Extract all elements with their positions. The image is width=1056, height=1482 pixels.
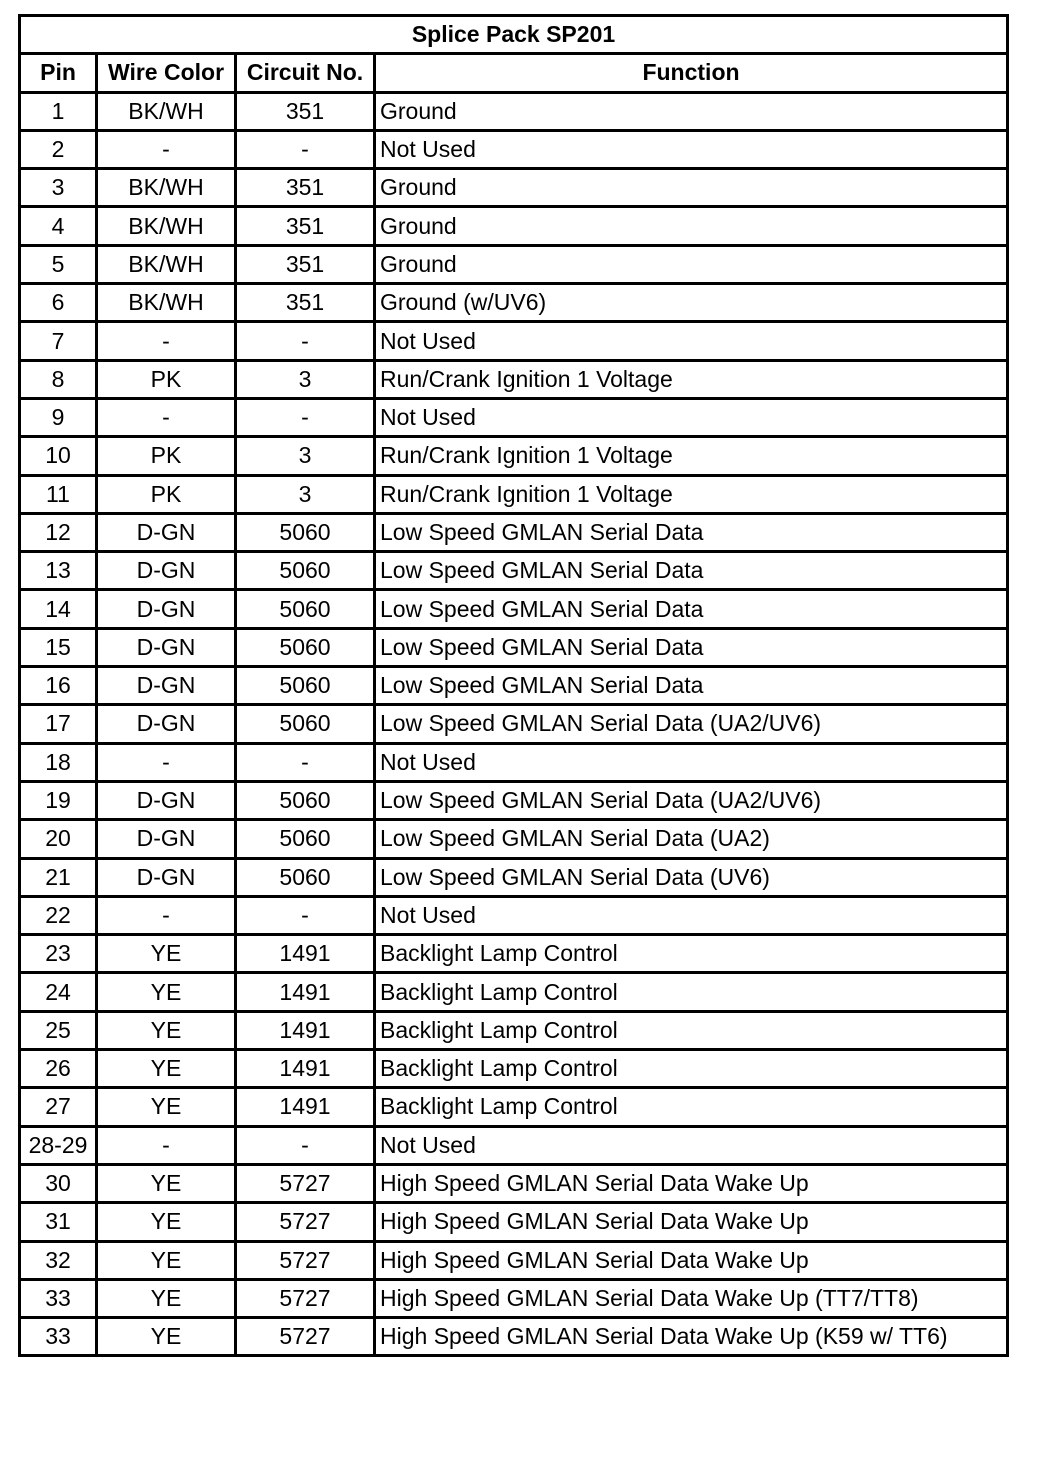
table-row	[20, 437, 1008, 475]
wire-color-cell: D-GN	[97, 628, 236, 666]
function-cell: Ground	[375, 207, 1008, 245]
table-row	[20, 475, 1008, 513]
table-row	[20, 398, 1008, 436]
wire-color-cell: PK	[97, 475, 236, 513]
circuit-no-cell: 5727	[236, 1318, 375, 1356]
table-row	[20, 973, 1008, 1011]
wire-color-cell: -	[97, 130, 236, 168]
header-row	[20, 54, 1008, 92]
circuit-no-cell: 5060	[236, 552, 375, 590]
function-cell: High Speed GMLAN Serial Data Wake Up (K59 w/ TT6)	[375, 1318, 1008, 1356]
pin-cell: 27	[20, 1088, 97, 1126]
function-cell: Run/Crank Ignition 1 Voltage	[375, 360, 1008, 398]
table-row	[20, 130, 1008, 168]
wire-color-cell: PK	[97, 437, 236, 475]
wire-color-cell: YE	[97, 973, 236, 1011]
function-cell: Low Speed GMLAN Serial Data (UA2/UV6)	[375, 781, 1008, 819]
pin-cell: 17	[20, 705, 97, 743]
pin-cell: 6	[20, 284, 97, 322]
pin-cell: 1	[20, 92, 97, 130]
table-row	[20, 207, 1008, 245]
table-row	[20, 513, 1008, 551]
circuit-no-cell: 351	[236, 245, 375, 283]
table-row	[20, 896, 1008, 934]
table-row	[20, 1088, 1008, 1126]
circuit-no-cell: 3	[236, 360, 375, 398]
table-row	[20, 360, 1008, 398]
circuit-no-cell: 351	[236, 207, 375, 245]
wire-color-cell: PK	[97, 360, 236, 398]
pin-cell: 7	[20, 322, 97, 360]
table-row	[20, 743, 1008, 781]
splice-pack-table-container	[18, 14, 1006, 1357]
circuit-no-cell: 1491	[236, 1050, 375, 1088]
circuit-no-cell: 5060	[236, 628, 375, 666]
pin-cell: 9	[20, 398, 97, 436]
function-cell: Ground	[375, 169, 1008, 207]
wire-color-cell: BK/WH	[97, 169, 236, 207]
table-title: Splice Pack SP201	[20, 16, 1008, 54]
header-wire-color: Wire Color	[97, 54, 236, 92]
wire-color-cell: YE	[97, 935, 236, 973]
circuit-no-cell: 5060	[236, 705, 375, 743]
wire-color-cell: D-GN	[97, 552, 236, 590]
pin-cell: 30	[20, 1164, 97, 1202]
circuit-no-cell: 5060	[236, 858, 375, 896]
pin-cell: 28-29	[20, 1126, 97, 1164]
wire-color-cell: D-GN	[97, 858, 236, 896]
table-row	[20, 1279, 1008, 1317]
pin-cell: 32	[20, 1241, 97, 1279]
circuit-no-cell: 1491	[236, 1088, 375, 1126]
function-cell: Run/Crank Ignition 1 Voltage	[375, 437, 1008, 475]
function-cell: Low Speed GMLAN Serial Data	[375, 552, 1008, 590]
function-cell: Backlight Lamp Control	[375, 935, 1008, 973]
wire-color-cell: -	[97, 896, 236, 934]
wire-color-cell: BK/WH	[97, 207, 236, 245]
pin-cell: 26	[20, 1050, 97, 1088]
header-function: Function	[375, 54, 1008, 92]
table-row	[20, 1011, 1008, 1049]
function-cell: Low Speed GMLAN Serial Data	[375, 590, 1008, 628]
function-cell: Low Speed GMLAN Serial Data (UA2/UV6)	[375, 705, 1008, 743]
circuit-no-cell: 5727	[236, 1203, 375, 1241]
pin-cell: 31	[20, 1203, 97, 1241]
circuit-no-cell: 5727	[236, 1279, 375, 1317]
wire-color-cell: -	[97, 1126, 236, 1164]
pin-cell: 24	[20, 973, 97, 1011]
pin-cell: 20	[20, 820, 97, 858]
table-row	[20, 245, 1008, 283]
function-cell: Ground (w/UV6)	[375, 284, 1008, 322]
table-row	[20, 820, 1008, 858]
circuit-no-cell: -	[236, 322, 375, 360]
circuit-no-cell: 5060	[236, 513, 375, 551]
table-row	[20, 92, 1008, 130]
table-row	[20, 1241, 1008, 1279]
function-cell: Backlight Lamp Control	[375, 1050, 1008, 1088]
pin-cell: 8	[20, 360, 97, 398]
function-cell: Low Speed GMLAN Serial Data	[375, 628, 1008, 666]
pin-cell: 13	[20, 552, 97, 590]
function-cell: Not Used	[375, 398, 1008, 436]
wire-color-cell: YE	[97, 1241, 236, 1279]
circuit-no-cell: 5060	[236, 781, 375, 819]
function-cell: Low Speed GMLAN Serial Data	[375, 513, 1008, 551]
wire-color-cell: YE	[97, 1164, 236, 1202]
wire-color-cell: YE	[97, 1318, 236, 1356]
wire-color-cell: YE	[97, 1050, 236, 1088]
function-cell: High Speed GMLAN Serial Data Wake Up (TT7/TT8)	[375, 1279, 1008, 1317]
circuit-no-cell: 1491	[236, 973, 375, 1011]
pin-cell: 33	[20, 1279, 97, 1317]
circuit-no-cell: -	[236, 1126, 375, 1164]
circuit-no-cell: 351	[236, 169, 375, 207]
circuit-no-cell: 351	[236, 92, 375, 130]
pin-cell: 18	[20, 743, 97, 781]
wire-color-cell: YE	[97, 1088, 236, 1126]
wire-color-cell: D-GN	[97, 667, 236, 705]
wire-color-cell: -	[97, 322, 236, 360]
pin-cell: 21	[20, 858, 97, 896]
table-row	[20, 1164, 1008, 1202]
function-cell: Not Used	[375, 743, 1008, 781]
circuit-no-cell: 351	[236, 284, 375, 322]
pin-cell: 16	[20, 667, 97, 705]
header-pin: Pin	[20, 54, 97, 92]
pin-cell: 2	[20, 130, 97, 168]
pin-cell: 5	[20, 245, 97, 283]
table-row	[20, 590, 1008, 628]
function-cell: Low Speed GMLAN Serial Data (UA2)	[375, 820, 1008, 858]
circuit-no-cell: -	[236, 398, 375, 436]
function-cell: Not Used	[375, 130, 1008, 168]
wire-color-cell: YE	[97, 1203, 236, 1241]
circuit-no-cell: 5060	[236, 820, 375, 858]
circuit-no-cell: 5060	[236, 590, 375, 628]
wire-color-cell: D-GN	[97, 590, 236, 628]
pin-cell: 15	[20, 628, 97, 666]
pin-cell: 3	[20, 169, 97, 207]
splice-pack-table	[18, 14, 1009, 1357]
wire-color-cell: -	[97, 398, 236, 436]
wire-color-cell: -	[97, 743, 236, 781]
circuit-no-cell: 1491	[236, 1011, 375, 1049]
pin-cell: 23	[20, 935, 97, 973]
function-cell: Ground	[375, 245, 1008, 283]
function-cell: Ground	[375, 92, 1008, 130]
table-row	[20, 858, 1008, 896]
function-cell: High Speed GMLAN Serial Data Wake Up	[375, 1241, 1008, 1279]
wire-color-cell: D-GN	[97, 705, 236, 743]
function-cell: Not Used	[375, 1126, 1008, 1164]
wire-color-cell: BK/WH	[97, 245, 236, 283]
pin-cell: 33	[20, 1318, 97, 1356]
table-row	[20, 705, 1008, 743]
circuit-no-cell: -	[236, 130, 375, 168]
table-row	[20, 1318, 1008, 1356]
pin-cell: 4	[20, 207, 97, 245]
function-cell: High Speed GMLAN Serial Data Wake Up	[375, 1203, 1008, 1241]
table-body	[20, 92, 1008, 1356]
wire-color-cell: YE	[97, 1011, 236, 1049]
table-row	[20, 1203, 1008, 1241]
circuit-no-cell: 3	[236, 475, 375, 513]
pin-cell: 19	[20, 781, 97, 819]
function-cell: High Speed GMLAN Serial Data Wake Up	[375, 1164, 1008, 1202]
circuit-no-cell: 1491	[236, 935, 375, 973]
wire-color-cell: BK/WH	[97, 92, 236, 130]
circuit-no-cell: 5727	[236, 1241, 375, 1279]
circuit-no-cell: -	[236, 743, 375, 781]
circuit-no-cell: -	[236, 896, 375, 934]
table-row	[20, 169, 1008, 207]
function-cell: Low Speed GMLAN Serial Data	[375, 667, 1008, 705]
circuit-no-cell: 5727	[236, 1164, 375, 1202]
function-cell: Not Used	[375, 322, 1008, 360]
table-row	[20, 1126, 1008, 1164]
title-row	[20, 16, 1008, 54]
pin-cell: 22	[20, 896, 97, 934]
pin-cell: 25	[20, 1011, 97, 1049]
function-cell: Low Speed GMLAN Serial Data (UV6)	[375, 858, 1008, 896]
table-row	[20, 628, 1008, 666]
function-cell: Backlight Lamp Control	[375, 1088, 1008, 1126]
wire-color-cell: D-GN	[97, 513, 236, 551]
table-row	[20, 935, 1008, 973]
wire-color-cell: BK/WH	[97, 284, 236, 322]
pin-cell: 14	[20, 590, 97, 628]
pin-cell: 12	[20, 513, 97, 551]
table-row	[20, 781, 1008, 819]
header-circuit-no: Circuit No.	[236, 54, 375, 92]
table-row	[20, 667, 1008, 705]
pin-cell: 11	[20, 475, 97, 513]
wire-color-cell: D-GN	[97, 820, 236, 858]
pin-cell: 10	[20, 437, 97, 475]
wire-color-cell: YE	[97, 1279, 236, 1317]
table-row	[20, 284, 1008, 322]
table-row	[20, 1050, 1008, 1088]
table-row	[20, 322, 1008, 360]
circuit-no-cell: 3	[236, 437, 375, 475]
function-cell: Run/Crank Ignition 1 Voltage	[375, 475, 1008, 513]
circuit-no-cell: 5060	[236, 667, 375, 705]
function-cell: Backlight Lamp Control	[375, 973, 1008, 1011]
function-cell: Backlight Lamp Control	[375, 1011, 1008, 1049]
function-cell: Not Used	[375, 896, 1008, 934]
table-row	[20, 552, 1008, 590]
wire-color-cell: D-GN	[97, 781, 236, 819]
